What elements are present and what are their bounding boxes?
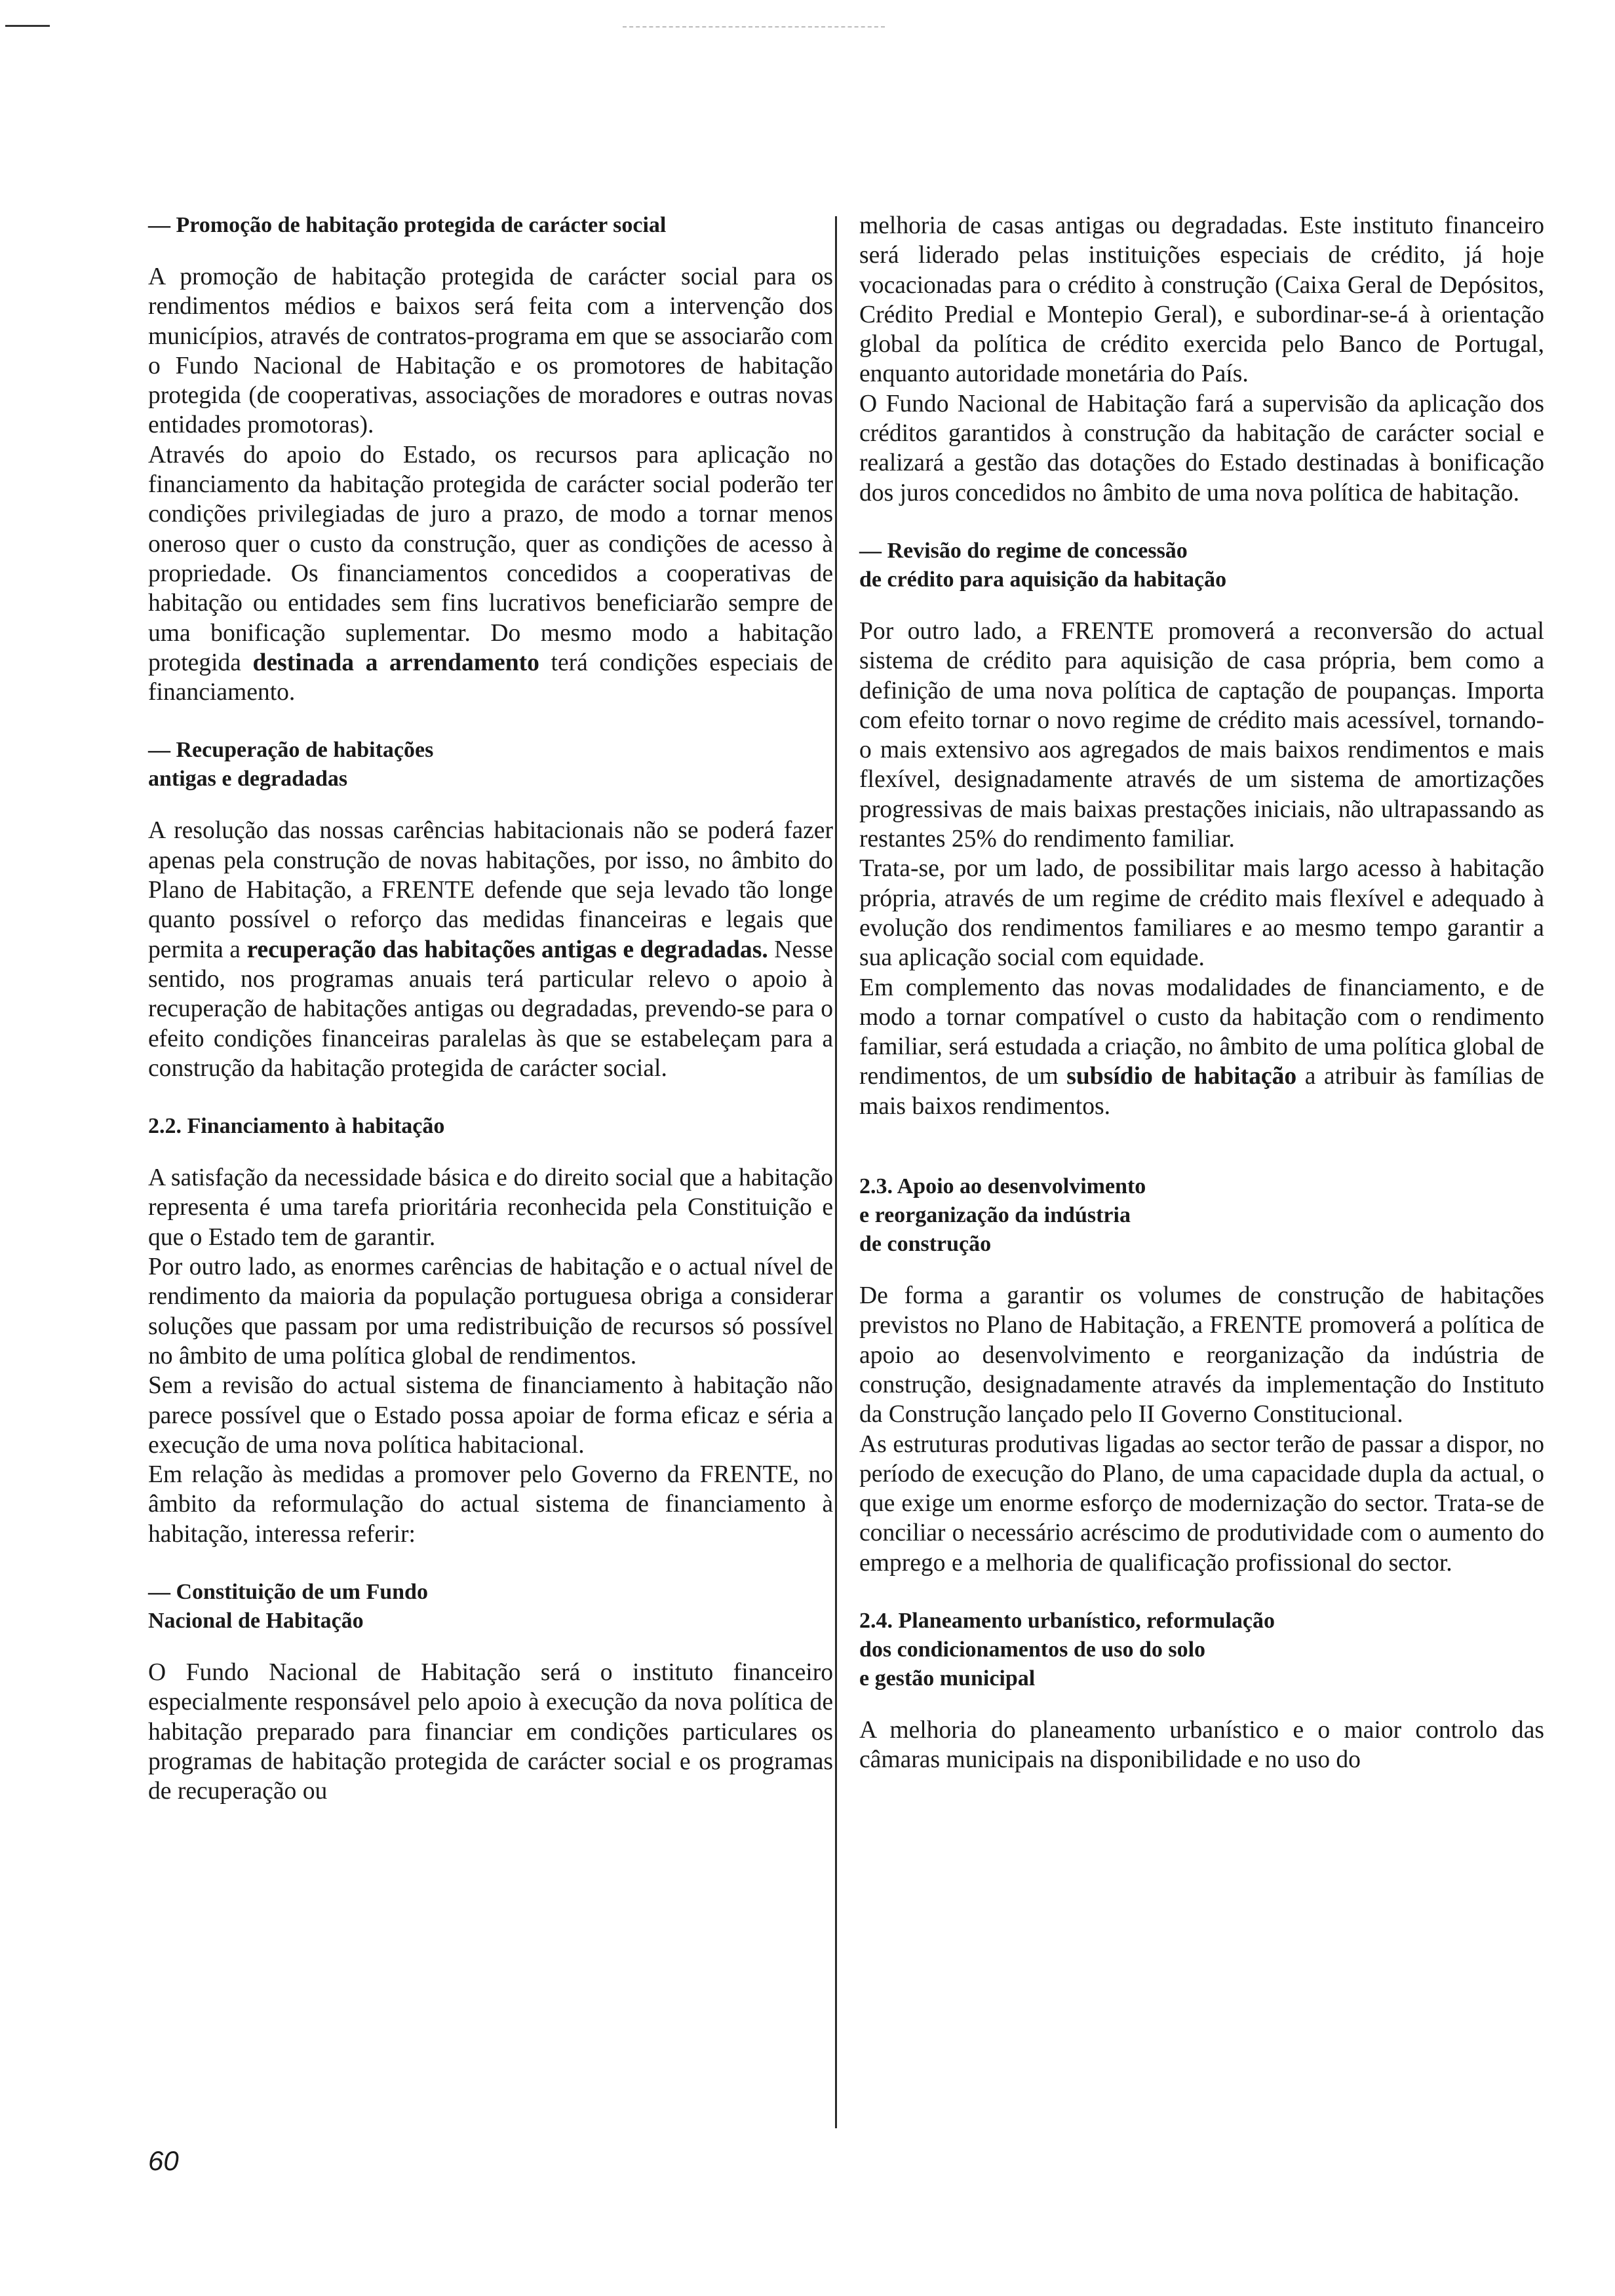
bold-text: recuperação das habitações antigas e degradadas. [246,936,768,963]
left-column [148,211,833,1806]
paragraph: Sem a revisão do actual sistema de financiamento à habitação não parece possível que o Estado possa apoiar de forma eficaz e séria a execução de uma nova política habitacional. [148,1372,833,1459]
section-heading-financing: 2.2. Financiamento à habitação [148,1114,445,1139]
section-heading-credit-regime: — Revisão do regime de concessão de crédito para aquisição da habitação [859,538,1227,592]
paragraph: O Fundo Nacional de Habitação será o instituto financeiro especialmente responsável pelo apoio à execução da nova política de habitação preparado para financiar em condições particulares os programas de habitação protegida de carácter social e os programas de recuperação ou [148,1658,833,1805]
paragraph: Por outro lado, a FRENTE promoverá a reconversão do actual sistema de crédito para aquisição de casa própria, bem como a definição de uma nova política de captação de poupanças. Importa com efeito tornar o novo regime de crédito mais acessível, tornando-o mais extensivo aos agregados de mais baixos rendimentos e mais flexível, designadamente através de um sistema de amortizações progressivas de mais baixas prestações iniciais, não ultrapassando as restantes 25% do rendimento familiar. [859,617,1544,853]
paragraph: Trata-se, por um lado, de possibilitar mais largo acesso à habitação própria, através de um regime de crédito mais flexível e adequado à evolução dos rendimentos familiares e ao mesmo tempo garantir a sua aplicação social com equidade. [859,855,1544,972]
right-column [859,211,1544,1775]
paragraph [148,440,833,708]
section-heading-construction-industry: 2.3. Apoio ao desenvolvimento e reorganização da indústria de construção [859,1174,1146,1257]
scan-edge-marks [0,20,1615,33]
text-run: A resolução das nossas carências habitacionais não se poderá fazer apenas pela construção de novas habitações, por isso, no âmbito do Plano de Habitação, a FRENTE defende que seja levado tão longe quanto possível o reforço das medidas financeiras e legais que permita a [148,817,833,963]
paragraph: A promoção de habitação protegida de carácter social para os rendimentos médios e baixos será feita com a intervenção dos municípios, através de contratos-programa em que se associarão com o Fundo Nacional de Habitação e os promotores de habitação protegida (de cooperativas, associações de moradores e outras novas entidades promotoras). [148,263,833,439]
paragraph: As estruturas produtivas ligadas ao sector terão de passar a dispor, no período de execução do Plano, de uma capacidade dupla da actual, o que exige um enorme esforço de modernização do sector. Trata-se de conciliar o necessário acréscimo de produtividade com o aumento do emprego e a melhoria de qualificação profissional do sector. [859,1430,1544,1577]
paragraph [859,973,1544,1121]
text-run: Através do apoio do Estado, os recursos para aplicação no financiamento da habitação protegida de carácter social poderão ter condições privilegiadas de juro a prazo, de modo a tornar menos oneroso quer o custo da construção, quer as condições de acesso à propriedade. Os financiamentos concedidos a cooperativas de habitação ou entidades sem fins lucrativos beneficiarão sempre de uma bonificação suplementar. Do mesmo modo a habitação protegida [148,441,833,676]
paragraph: O Fundo Nacional de Habitação fará a supervisão da aplicação dos créditos garantidos à construção da habitação de carácter social e realizará a gestão das dotações do Estado destinadas à bonificação dos juros concedidos no âmbito de uma nova política de habitação. [859,390,1544,507]
paragraph: A satisfação da necessidade básica e do direito social que a habitação representa é uma tarefa prioritária reconhecida pela Constituição e que o Estado tem de garantir. [148,1164,833,1251]
text-run: terá condições especiais de financiamento. [148,649,833,706]
scan-mark-center [623,26,885,29]
bold-text: destinada a arrendamento [252,649,539,676]
paragraph [148,816,833,1083]
paragraph: melhoria de casas antigas ou degradadas. Este instituto financeiro será liderado pelas instituições especiais de crédito, já hoje vocacionadas para o crédito à construção (Caixa Geral de Depósitos, Crédito Predial e Montepio Geral), e subordinar-se-á à orientação global da política de crédito exercida pelo Banco de Portugal, enquanto autoridade monetária do País. [859,212,1544,388]
paragraph: Em relação às medidas a promover pelo Governo da FRENTE, no âmbito da reformulação do actual sistema de financiamento à habitação, interessa referir: [148,1461,833,1548]
paragraph: De forma a garantir os volumes de construção de habitações previstos no Plano de Habitação, a FRENTE promoverá a política de apoio ao desenvolvimento e reorganização da indústria de construção, designadamente através da implementação do Instituto da Construção lançado pelo II Governo Constitucional. [859,1282,1544,1428]
section-heading-urban-planning: 2.4. Planeamento urbanístico, reformulação dos condicionamentos de uso do solo e gestão municipal [859,1608,1275,1691]
scan-mark-left [5,25,50,27]
paragraph: Por outro lado, as enormes carências de habitação e o actual nível de rendimento da maioria da população portuguesa obriga a considerar soluções que passam por uma redistribuição de recursos só possível no âmbito de uma política global de rendimentos. [148,1253,833,1369]
section-heading-social-housing: — Promoção de habitação protegida de carácter social [148,213,667,237]
bold-text: subsídio de habitação [1066,1063,1297,1090]
section-heading-national-fund: — Constituição de um Fundo Nacional de Habitação [148,1579,428,1633]
column-divider [835,216,837,2128]
text-run: Em complemento das novas modalidades de financiamento, e de modo a tornar compatível o custo da habitação com o rendimento familiar, será estudada a criação, no âmbito de uma política global de rendimentos, de um [859,974,1544,1090]
text-run: Nesse sentido, nos programas anuais terá particular relevo o apoio à recuperação de habitações antigas ou degradadas, prevendo-se para o efeito condições financeiras paralelas às que se estabeleçam para a construção da habitação protegida de carácter social. [148,936,833,1082]
text-run: a atribuir às famílias de mais baixos rendimentos. [859,1063,1544,1120]
paragraph: A melhoria do planeamento urbanístico e o maior controlo das câmaras municipais na disponibilidade e no uso do [859,1716,1544,1774]
section-heading-recovery: — Recuperação de habitações antigas e degradadas [148,738,434,792]
page-number: 60 [148,2145,179,2176]
